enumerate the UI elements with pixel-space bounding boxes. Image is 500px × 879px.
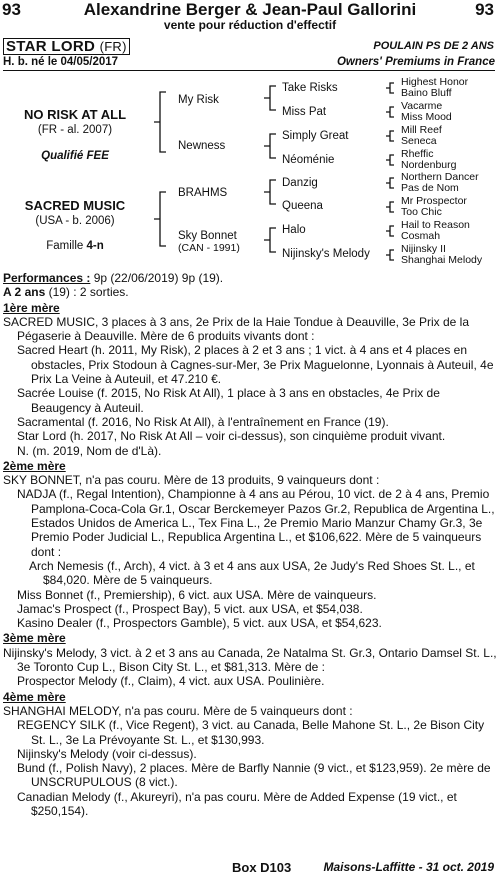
- sale-subtitle: vente pour réduction d'effectif: [163, 18, 337, 32]
- second-dam-produce-1: NADJA (f., Regal Intention), Championne à 4 ans au Pérou, 10 vict. de 2 à 4 ans, Premio Pamplona-Coca-Cola Gr.1, Oscar Berckemeyer Pazos Gr.2, Republica de Argentina L., Estados Unidos de America L., Tex Fina L., 2e Premio Mario Manzur Chamy Gr.3, 3e Premio Poder Judicial L., Republica Argentina L., et $106,622. Mère de 5 vainqueurs dont :: [17, 487, 495, 559]
- horse-country: (FR): [99, 39, 127, 54]
- gen4-3: Vacarme: [401, 100, 443, 112]
- catalogue-header: [0, 0, 500, 19]
- gen4-12: Too Chic: [401, 206, 442, 218]
- birth-row: [3, 56, 495, 71]
- second-dam-heading: 2ème mère: [3, 458, 66, 473]
- sale-location-date: Maisons-Laffitte - 31 oct. 2019: [323, 860, 494, 874]
- catalogue-body: [3, 271, 497, 818]
- gen4-4: Miss Mood: [401, 111, 452, 123]
- gen3-6: Queena: [282, 200, 323, 212]
- gen4-6: Seneca: [401, 135, 437, 147]
- first-dam-produce-5: N. (m. 2019, Nom de d'Là).: [17, 443, 162, 458]
- second-dam-intro: SKY BONNET, n'a pas couru. Mère de 13 produits, 9 vainqueurs dont :: [3, 473, 380, 488]
- owners-premiums: Owners' Premiums in France: [336, 56, 495, 68]
- first-dam-produce-1: Sacred Heart (h. 2011, My Risk), 2 places à 2 et 3 ans ; 1 vict. à 4 ans et 4 places en obstacles, Prix Stodoun à Cagnes-sur-Mer, 3e Prix Maguelonne, Lyonnais à Auteuil, 4e Prix La Veine à Auteuil, et 47.210 €.: [17, 343, 494, 387]
- performances-age-line: A 2 ans (19) : 2 sorties.: [3, 285, 129, 300]
- gen4-1: Highest Honor: [401, 76, 469, 88]
- gen3-2: Miss Pat: [282, 106, 327, 118]
- first-dam-produce-4: Star Lord (h. 2017, No Risk At All – voir ci-dessus), son cinquième produit vivant.: [17, 429, 446, 444]
- first-dam-produce-3: Sacramental (f. 2016, No Risk At All), à l'entraînement en France (19).: [17, 414, 389, 429]
- sire-name: NO RISK AT ALL: [23, 107, 127, 122]
- horse-name: STAR LORD: [6, 38, 96, 55]
- first-dam-produce-2: Sacrée Louise (f. 2015, No Risk At All), 1 place à 3 ans en obstacles, 4e Prix de Beaugency à Auteuil.: [17, 386, 440, 415]
- second-dam-produce-2: Arch Nemesis (f., Arch), 4 vict. à 3 et 4 ans aux USA, 2e Judy's Red Shoes St. L., et $84,020. Mère de 5 vainqueurs.: [29, 558, 475, 588]
- gen2-sire-dam: Newness: [178, 140, 226, 152]
- catalogue-footer: [0, 860, 500, 878]
- horse-sex-age: POULAIN PS DE 2 ANS: [373, 40, 494, 52]
- fourth-dam-heading: 4ème mère: [3, 689, 66, 704]
- dam-name: SACRED MUSIC: [24, 198, 126, 213]
- horse-title-row: [0, 38, 500, 54]
- sire-origin: (FR - al. 2007): [37, 124, 113, 136]
- gen4-14: Cosmah: [401, 230, 441, 242]
- third-dam-produce-1: Prospector Melody (f., Claim), 4 vict. aux USA. Poulinière.: [17, 674, 325, 689]
- dam-origin: (USA - b. 2006): [35, 215, 115, 227]
- box-number: Box D103: [232, 860, 292, 875]
- gen4-11: Mr Prospector: [401, 195, 467, 207]
- vendor-names: Alexandrine Berger & Jean-Paul Gallorini: [83, 0, 417, 19]
- dam-family: Famille 4-n: [46, 240, 104, 252]
- pedigree-table: [0, 74, 500, 270]
- gen3-8: Nijinsky's Melody: [282, 248, 370, 260]
- fourth-dam-produce-4: Canadian Melody (f., Akureyri), n'a pas couru. Mère de Added Expense (19 vict., et $250,154).: [17, 789, 457, 818]
- gen4-15: Nijinsky II: [401, 243, 446, 255]
- performances-line: Performances : 9p (22/06/2019) 9p (19).: [3, 271, 224, 285]
- sire-qualification: Qualifié FEE: [41, 150, 109, 162]
- gen3-5: Danzig: [282, 177, 318, 189]
- gen3-7: Halo: [282, 224, 306, 236]
- gen4-13: Hail to Reason: [401, 219, 470, 231]
- second-dam-produce-3: Miss Bonnet (f., Premiership), 6 vict. aux USA. Mère de vainqueurs.: [17, 587, 377, 602]
- gen2-dam-dam: Sky Bonnet: [178, 230, 237, 242]
- gen3-1: Take Risks: [282, 82, 338, 94]
- gen4-8: Nordenburg: [401, 159, 457, 171]
- gen4-9: Northern Dancer: [401, 171, 479, 183]
- fourth-dam-produce-3: Bund (f., Polish Navy), 2 places. Mère de Barfly Nannie (9 vict., et $123,959). 2e mère de UNSCRUPULOUS (8 vict.).: [17, 761, 491, 790]
- gen2-dam-dam-origin: (CAN - 1991): [178, 242, 240, 254]
- gen3-3: Simply Great: [282, 130, 349, 142]
- lot-number-left: 93: [2, 0, 21, 19]
- gen4-5: Mill Reef: [401, 124, 442, 136]
- fourth-dam-produce-1: REGENCY SILK (f., Vice Regent), 3 vict. au Canada, Belle Mahone St. L., 2e Bison City St. L., 3e La Prévoyante St. L., et $130,993.: [17, 718, 485, 747]
- gen4-2: Baino Bluff: [401, 87, 452, 99]
- third-dam-heading: 3ème mère: [3, 631, 66, 646]
- birth-date: H. b. né le 04/05/2017: [3, 56, 119, 68]
- horse-name-box: [3, 38, 130, 55]
- gen4-7: Rheffic: [401, 148, 434, 160]
- gen4-10: Pas de Nom: [401, 182, 459, 194]
- gen2-sire-sire: My Risk: [178, 94, 219, 106]
- first-dam-heading: 1ère mère: [3, 300, 60, 315]
- second-dam-produce-4: Jamac's Prospect (f., Prospect Bay), 5 vict. aux USA, et $54,038.: [17, 601, 363, 616]
- gen2-dam-sire: BRAHMS: [178, 187, 228, 199]
- gen4-16: Shanghai Melody: [401, 254, 483, 266]
- fourth-dam-produce-2: Nijinsky's Melody (voir ci-dessus).: [17, 746, 197, 761]
- third-dam-intro: Nijinsky's Melody, 3 vict. à 2 et 3 ans au Canada, 2e Natalma St. Gr.3, Ontario Damsel St. L., 3e Toronto Cup L., Bison City St. L., et $81,313. Mère de :: [3, 645, 497, 675]
- second-dam-produce-5: Kasino Dealer (f., Prospectors Gamble), 5 vict. aux USA, et $54,623.: [17, 616, 382, 631]
- lot-number-right: 93: [475, 0, 494, 19]
- first-dam-intro: SACRED MUSIC, 3 places à 3 ans, 2e Prix de la Haie Tondue à Deauville, 3e Prix de la Pégaserie à Deauville. Mère de 6 produits vivants dont :: [3, 314, 470, 344]
- gen3-4: Néoménie: [282, 154, 335, 166]
- fourth-dam-intro: SHANGHAI MELODY, n'a pas couru. Mère de 5 vainqueurs dont :: [3, 703, 353, 718]
